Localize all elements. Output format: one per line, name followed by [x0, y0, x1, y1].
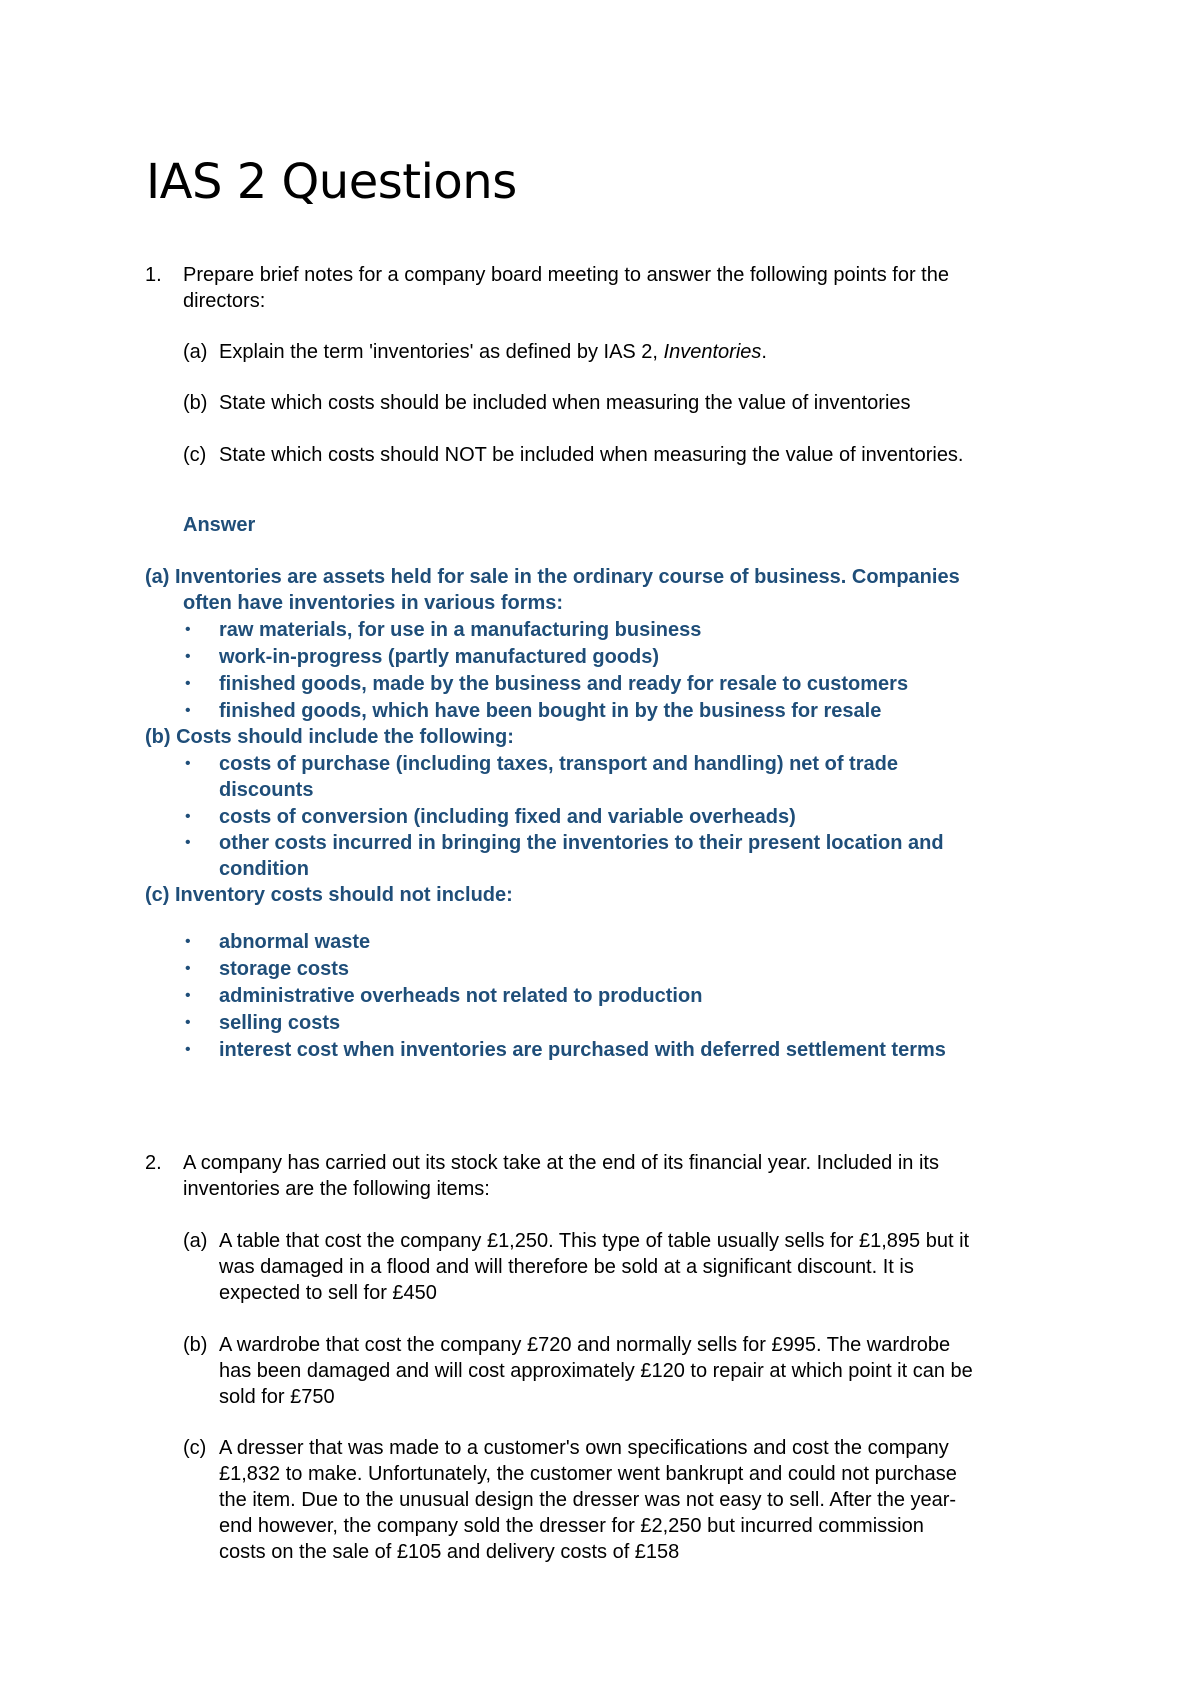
- answer-heading: Answer: [183, 514, 256, 536]
- question-number: 1.: [145, 264, 162, 286]
- question-number: 2.: [145, 1152, 162, 1174]
- answer-line: (a) Inventories are assets held for sale in the ordinary course of business. Companies: [145, 566, 960, 588]
- bullet-icon: •: [185, 808, 191, 825]
- list-item: storage costs: [219, 958, 350, 980]
- question-text: inventories are the following items:: [183, 1178, 490, 1200]
- bullet-icon: •: [185, 1014, 191, 1031]
- bullet-icon: •: [185, 933, 191, 950]
- sub-question-text: State which costs should be included when measuring the value of inventories: [219, 392, 911, 414]
- question-text: directors:: [183, 290, 266, 312]
- page-title: IAS 2 Questions: [146, 154, 517, 210]
- list-item: abnormal waste: [219, 931, 371, 953]
- sub-question-label: (b): [183, 392, 208, 414]
- sub-question-text: the item. Due to the unusual design the dresser was not easy to sell. After the year-: [219, 1489, 957, 1511]
- sub-question-text: costs on the sale of £105 and delivery costs of £158: [219, 1541, 680, 1563]
- sub-question-label: (a): [183, 1230, 208, 1252]
- sub-question-label: (a): [183, 341, 208, 363]
- sub-question-text: A dresser that was made to a customer's own specifications and cost the company: [219, 1437, 949, 1459]
- sub-question-text: State which costs should NOT be included when measuring the value of inventories.: [219, 444, 964, 466]
- sub-question-text: A wardrobe that cost the company £720 and normally sells for £995. The wardrobe: [219, 1334, 951, 1356]
- sub-question-text: expected to sell for £450: [219, 1282, 437, 1304]
- sub-question-text: £1,832 to make. Unfortunately, the customer went bankrupt and could not purchase: [219, 1463, 957, 1485]
- bullet-icon: •: [185, 1041, 191, 1058]
- question-text: Prepare brief notes for a company board meeting to answer the following points for the: [183, 264, 949, 286]
- bullet-icon: •: [185, 834, 191, 851]
- sub-question-label: (b): [183, 1334, 208, 1356]
- bullet-icon: •: [185, 960, 191, 977]
- bullet-icon: •: [185, 648, 191, 665]
- answer-line: (b) Costs should include the following:: [145, 726, 514, 748]
- list-item: finished goods, made by the business and ready for resale to customers: [219, 673, 909, 695]
- sub-question-text: was damaged in a flood and will therefore be sold at a significant discount. It is: [219, 1256, 914, 1278]
- list-item: costs of conversion (including fixed and variable overheads): [219, 806, 796, 828]
- list-item: selling costs: [219, 1012, 341, 1034]
- list-item-continuation: condition: [219, 858, 309, 880]
- sub-question-label: (c): [183, 1437, 207, 1459]
- sub-question-text: end however, the company sold the dresser for £2,250 but incurred commission: [219, 1515, 924, 1537]
- sub-question-text: has been damaged and will cost approximately £120 to repair at which point it can be: [219, 1360, 973, 1382]
- list-item: other costs incurred in bringing the inventories to their present location and: [219, 832, 944, 854]
- list-item: interest cost when inventories are purchased with deferred settlement terms: [219, 1039, 946, 1061]
- bullet-icon: •: [185, 987, 191, 1004]
- bullet-icon: •: [185, 755, 191, 772]
- list-item: raw materials, for use in a manufacturing business: [219, 619, 702, 641]
- sub-question-text: sold for £750: [219, 1386, 335, 1408]
- sub-question-text: A table that cost the company £1,250. This type of table usually sells for £1,895 but it: [219, 1230, 970, 1252]
- list-item-continuation: discounts: [219, 779, 314, 801]
- sub-question-text: Explain the term 'inventories' as defined by IAS 2, Inventories.: [219, 341, 767, 363]
- bullet-icon: •: [185, 702, 191, 719]
- answer-line: (c) Inventory costs should not include:: [145, 884, 513, 906]
- list-item: finished goods, which have been bought in by the business for resale: [219, 700, 882, 722]
- list-item: work-in-progress (partly manufactured goods): [219, 646, 660, 668]
- sub-question-label: (c): [183, 444, 207, 466]
- italic-term: Inventories: [663, 341, 762, 363]
- bullet-icon: •: [185, 621, 191, 638]
- list-item: costs of purchase (including taxes, transport and handling) net of trade: [219, 753, 898, 775]
- bullet-icon: •: [185, 675, 191, 692]
- answer-line: often have inventories in various forms:: [183, 592, 564, 614]
- question-text: A company has carried out its stock take at the end of its financial year. Included in its: [183, 1152, 939, 1174]
- list-item: administrative overheads not related to production: [219, 985, 703, 1007]
